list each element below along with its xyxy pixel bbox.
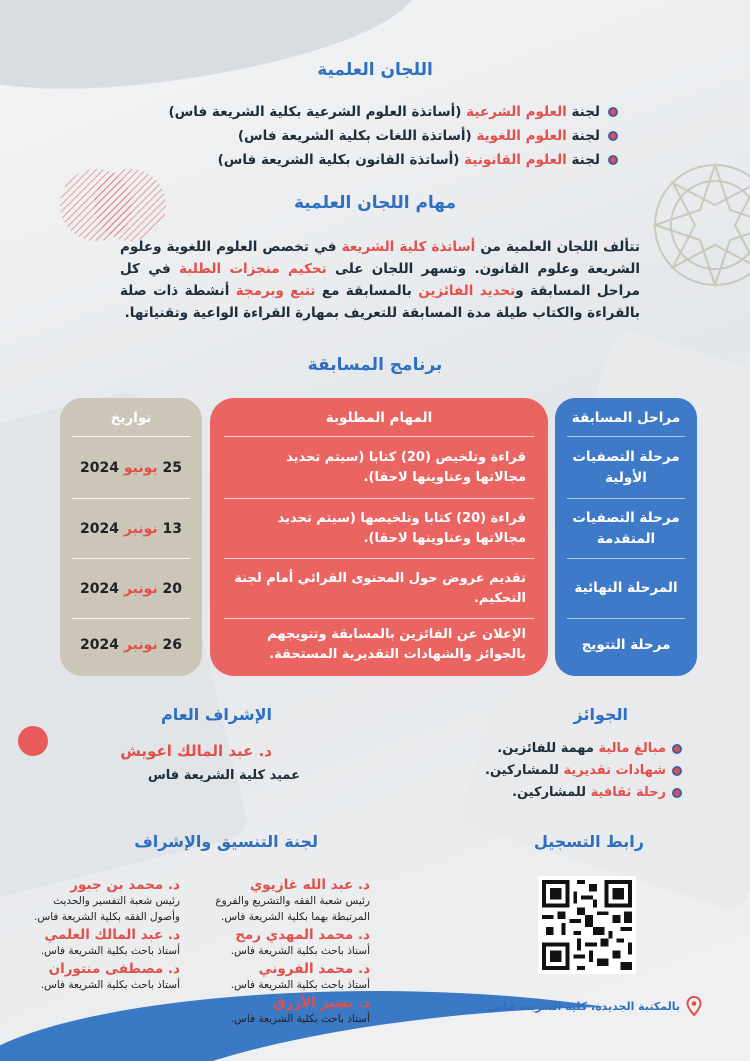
supervision-title: الإشراف العام bbox=[161, 705, 272, 724]
date-cell: 25 يونيو 2024 bbox=[72, 437, 190, 499]
supervisor-role: عميد كلية الشريعة فاس bbox=[147, 768, 300, 783]
bullet-icon bbox=[608, 155, 618, 165]
dates-header: تواريخ bbox=[72, 398, 190, 437]
person-name: د. محمد الفروني bbox=[258, 961, 370, 977]
list-item: رحلة ثقافية للمشاركين. bbox=[392, 782, 682, 804]
list-item: لجنة العلوم اللغوية (أساتذة اللغات بكلية الشريعة فاس) bbox=[138, 124, 618, 148]
stages-header: مراحل المسابقة bbox=[567, 398, 685, 437]
list-item: مبالغ مالية مهمة للفائزين. bbox=[392, 738, 682, 760]
bullet-icon bbox=[672, 744, 682, 754]
person-name: د. مصطفى منتوران bbox=[48, 961, 180, 977]
registration-title: رابط التسجيل bbox=[533, 832, 644, 851]
person-desc: رئيس شعبة الفقه والتشريع والفروع المرتبطة بهما بكلية الشريعة فاس. bbox=[215, 895, 370, 923]
list-item: لجنة العلوم الشرعية (أساتذة العلوم الشرعية بكلية الشريعة فاس) bbox=[138, 100, 618, 124]
person-desc: رئيس شعبة التفسير والحديث وأصول الفقه بكلية الشريعة فاس. bbox=[34, 895, 180, 923]
coordination-title: لجنة التنسيق والإشراف bbox=[134, 832, 318, 851]
stage-cell: مرحلة التتويج bbox=[581, 636, 671, 653]
person-desc: أستاذ باحث بكلية الشريعة فاس. bbox=[230, 1013, 370, 1025]
tasks-paragraph: تتألف اللجان العلمية من أساتذة كلية الشريعة في تخصص العلوم اللغوية وعلوم الشريعة وعلوم القانون. وتسهر اللجان على تحكيم منجزات الطلبة في كل مراحل المسابقة وتحديد الفائزين بالمسابقة مع تتبع وبرمجة أنشطة ذات صلة بالقراءة والكتاب طيلة مدة المسابقة للتعريف بمهارة القراءة الواعية وتقنياتها. bbox=[120, 239, 640, 321]
stage-cell: المرحلة النهائية bbox=[567, 559, 685, 619]
stages-column bbox=[555, 398, 697, 676]
prizes-list bbox=[392, 738, 682, 804]
task-cell: قراءة (20) كتابا وتلخيصها (سيتم تحديد مجالاتها وعناوينها لاحقا). bbox=[224, 499, 534, 559]
person-desc: أستاذ باحث بكلية الشريعة فاس. bbox=[40, 979, 180, 991]
person-name: د. يسير الأزرق bbox=[273, 995, 370, 1011]
prizes-title: الجوائز bbox=[573, 705, 628, 724]
qr-code-icon[interactable] bbox=[538, 876, 636, 974]
task-cell: قراءة وتلخيص (20) كتابا (سيتم تحديد مجالاتها وعناوينها لاحقا). bbox=[224, 437, 534, 499]
date-cell: 26 نونبر 2024 bbox=[80, 637, 182, 653]
bullet-icon bbox=[608, 131, 618, 141]
person-desc: أستاذ باحث بكلية الشريعة فاس. bbox=[230, 979, 370, 991]
task-cell: تقديم عروض حول المحتوى القرائي أمام لجنة التحكيم. bbox=[224, 559, 534, 619]
person-desc: أستاذ باحث بكلية الشريعة فاس. bbox=[40, 945, 180, 957]
dates-column bbox=[60, 398, 202, 676]
bullet-icon bbox=[672, 766, 682, 776]
person-name: د. عبد الله غازيوي bbox=[249, 877, 370, 893]
task-cell: الإعلان عن الفائزين بالمسابقة وتتويجهم بالجوائز والشهادات التقديرية المستحقة. bbox=[267, 627, 526, 662]
person-name: د. عبد المالك العلمي bbox=[44, 927, 180, 943]
tasks-header: المهام المطلوبة bbox=[224, 398, 534, 437]
coordination-left-list bbox=[30, 875, 180, 993]
supervisor-name: د. عبد المالك اعويش bbox=[120, 742, 272, 760]
stage-cell: مرحلة التصفيات الأولية bbox=[567, 437, 685, 499]
date-cell: 13 نونبر 2024 bbox=[72, 499, 190, 559]
bullet-icon bbox=[672, 788, 682, 798]
bullet-icon bbox=[608, 107, 618, 117]
tasks-title: مهام اللجان العلمية bbox=[293, 193, 457, 213]
committees-title: اللجان العلمية bbox=[317, 60, 433, 80]
list-item: شهادات تقديرية للمشاركين. bbox=[392, 760, 682, 782]
tasks-column bbox=[210, 398, 548, 676]
program-title: برنامج المسابقة bbox=[307, 355, 443, 375]
list-item: لجنة العلوم القانونية (أساتذة القانون بكلية الشريعة فاس) bbox=[138, 148, 618, 172]
stage-cell: مرحلة التصفيات المتقدمة bbox=[567, 499, 685, 559]
date-cell: 20 نونبر 2024 bbox=[72, 559, 190, 619]
location-text: بالمكتبة الجديدة، كلية الشريعة فاس bbox=[488, 999, 680, 1013]
committees-list bbox=[138, 100, 618, 172]
person-name: د. محمد بن جبور bbox=[70, 877, 180, 893]
person-desc: أستاذ باحث بكلية الشريعة فاس. bbox=[230, 945, 370, 957]
person-name: د. محمد المهدي رمح bbox=[235, 927, 370, 943]
location-pin-icon bbox=[686, 996, 702, 1016]
coordination-right-list bbox=[210, 875, 370, 1027]
location bbox=[488, 996, 702, 1016]
